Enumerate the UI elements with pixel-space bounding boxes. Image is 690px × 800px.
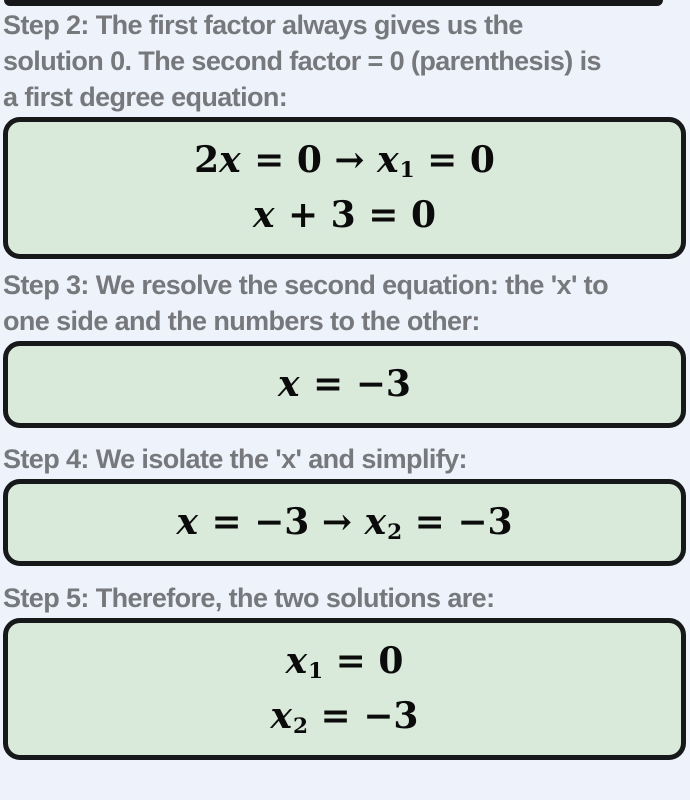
step-3-label-line: one side and the numbers to the other: <box>3 306 480 336</box>
step-3-equation-box <box>3 341 686 428</box>
step-2-label-line: Step 2: The first factor always gives us the <box>3 10 523 40</box>
equation-line: $2x = 0 \to x_1 = 0$ <box>194 139 495 184</box>
previous-equation-box-clipped-edge <box>4 0 663 6</box>
step-4-label-line: Step 4: We isolate the 'x' and simplify: <box>3 444 467 474</box>
step-2-label-line: a first degree equation: <box>3 82 288 112</box>
step-3-label <box>0 267 690 339</box>
step-4-label <box>0 441 690 477</box>
step-2-label-line: solution 0. The second factor = 0 (parenthesis) is <box>3 46 601 76</box>
step-4-equation-box <box>3 479 686 566</box>
equation-line: $x_2 = -3$ <box>270 695 419 740</box>
step-3-label-line: Step 3: We resolve the second equation: the 'x' to <box>3 270 608 300</box>
step-5-label <box>0 580 690 616</box>
step-5-equation-box <box>3 618 686 760</box>
step-5-label-line: Step 5: Therefore, the two solutions are: <box>3 583 495 613</box>
equation-line: x = −3 <box>278 363 411 405</box>
equation-line: $x_1 = 0$ <box>285 640 404 685</box>
equation-line: $x = -3 \to x_2 = -3$ <box>176 501 513 546</box>
equation-line: x + 3 = 0 <box>252 194 437 236</box>
step-2-label <box>0 7 690 115</box>
step-2-equation-box <box>3 117 686 259</box>
